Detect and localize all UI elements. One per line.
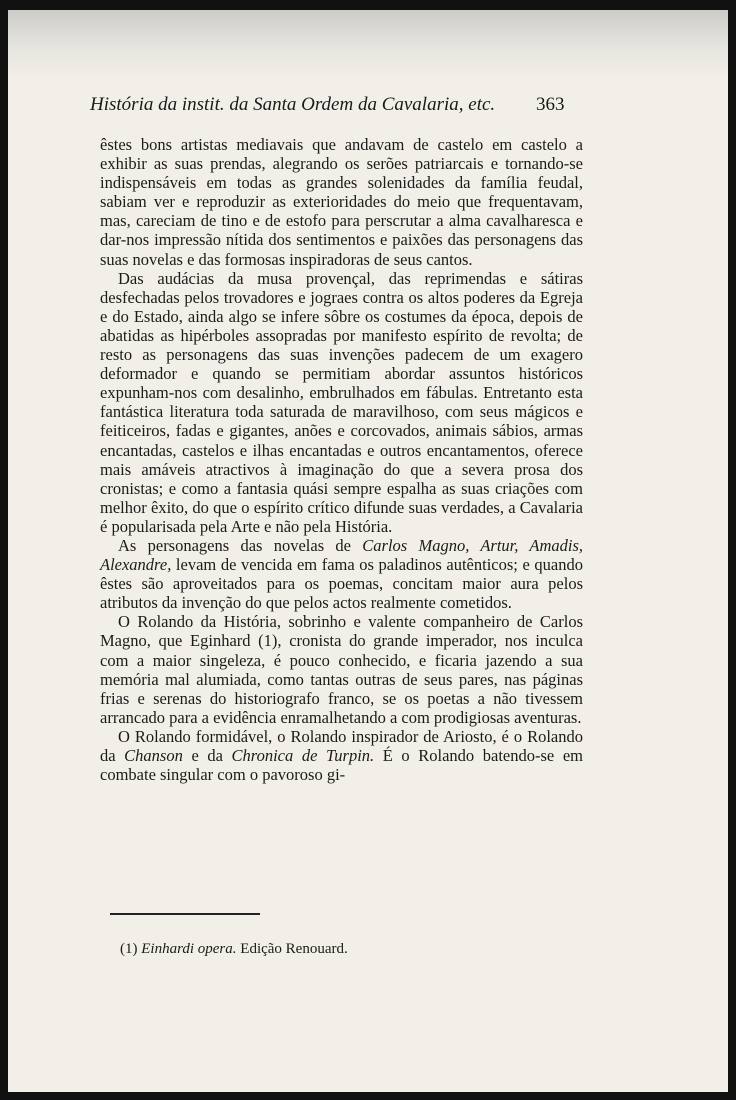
paragraph-3-rest: levam de vencida em fama os paladinos autênticos; e quando êstes são aproveitados para os poemas, concitam maior aura pelos atributos da invenção do que pelos actos realmente cometidos. (100, 555, 583, 613)
paragraph-5-part3: É o Rolando batendo-se em combate singular com o pavoroso gi- (100, 746, 583, 785)
footnote-marker: (1) (120, 941, 138, 957)
paragraph-2: Das audácias da musa provençal, das reprimendas e sátiras desfechadas pelos trovadores e jograes contra os altos poderes da Egreja e do Estado, ainda algo se infere sôbre os costumes da época, depois de abatidas as hipérboles assopradas por manifesto espírito de revolta; de resto as personagens das suas invenções padecem de um exagero deformador e quando se permitiam abordar assuntos históricos expunham-nos com desalinho, embrulhados em fábulas. Entretanto esta fantástica literatura toda saturada de maravilhoso, com seus mágicos e feiticeiros, fadas e gigantes, anões e corcovados, animais sábios, armas encantadas, castelos e ilhas encantadas e outros encantamentos, oferece mais amáveis atractivos à imaginação do que a severa prosa dos cronistas; e como a fantasia quási sempre espalha as suas criações com melhor êxito, do que o espírito crítico difunde suas verdades, a Cavalaria é popularisada pela Arte e não pela História. (100, 268, 583, 536)
scan-smudge (8, 10, 728, 80)
paragraph-5 (100, 727, 583, 784)
paragraph-5-part2: e da (182, 746, 232, 765)
footnote-rule (110, 913, 260, 915)
footnote-source: Einhardi opera. (141, 941, 237, 957)
page-number: 363 (536, 94, 565, 115)
novel-character-names: Carlos Magno, Artur, Amadis, Alexandre, (100, 535, 583, 575)
paragraph-5-part1: O Rolando formidável, o Rolando inspirador de Ariosto, é o Rolando da (100, 726, 583, 765)
footnote (120, 941, 348, 958)
paragraph-4: O Rolando da História, sobrinho e valente companheiro de Carlos Magno, que Eginhard (1), cronista do grande imperador, nos inculca com a maior singeleza, é pouco conhecido, e ficaria jazendo a sua memória mal alumiada, como tantas outras de seus pares, nas páginas frias e serenas do historiografo franco, se os poetas a não tivessem arrancado para a evidência enramalhetando a com prodigiosas aventuras. (100, 612, 583, 727)
paragraph-3-lead: As personagens das novelas de (118, 535, 363, 555)
chanson-title: Chanson (124, 746, 183, 765)
paragraph-3 (100, 536, 583, 612)
body-text (100, 135, 583, 784)
running-header: História da instit. da Santa Ordem da Cavalaria, etc. (90, 94, 496, 115)
chronica-title: Chronica de Turpin. (231, 746, 375, 765)
footnote-text: Edição Renouard. (236, 941, 348, 957)
paragraph-1: êstes bons artistas mediavais que andavam de castelo em castelo a exhibir as suas prendas, alegrando os serões patriarcais e tornando-se indispensáveis em todas as grandes solenidades da família feudal, sabiam ver e reproduzir as exterioridades do meio que frequentavam, mas, careciam de tino e de estofo para perscrutar a alma cavalharesca e dar-nos impressão nítida dos sentimentos e paixões das personagens das suas novelas e das formosas inspiradoras de seus cantos. (100, 135, 583, 269)
book-page (8, 10, 728, 1092)
